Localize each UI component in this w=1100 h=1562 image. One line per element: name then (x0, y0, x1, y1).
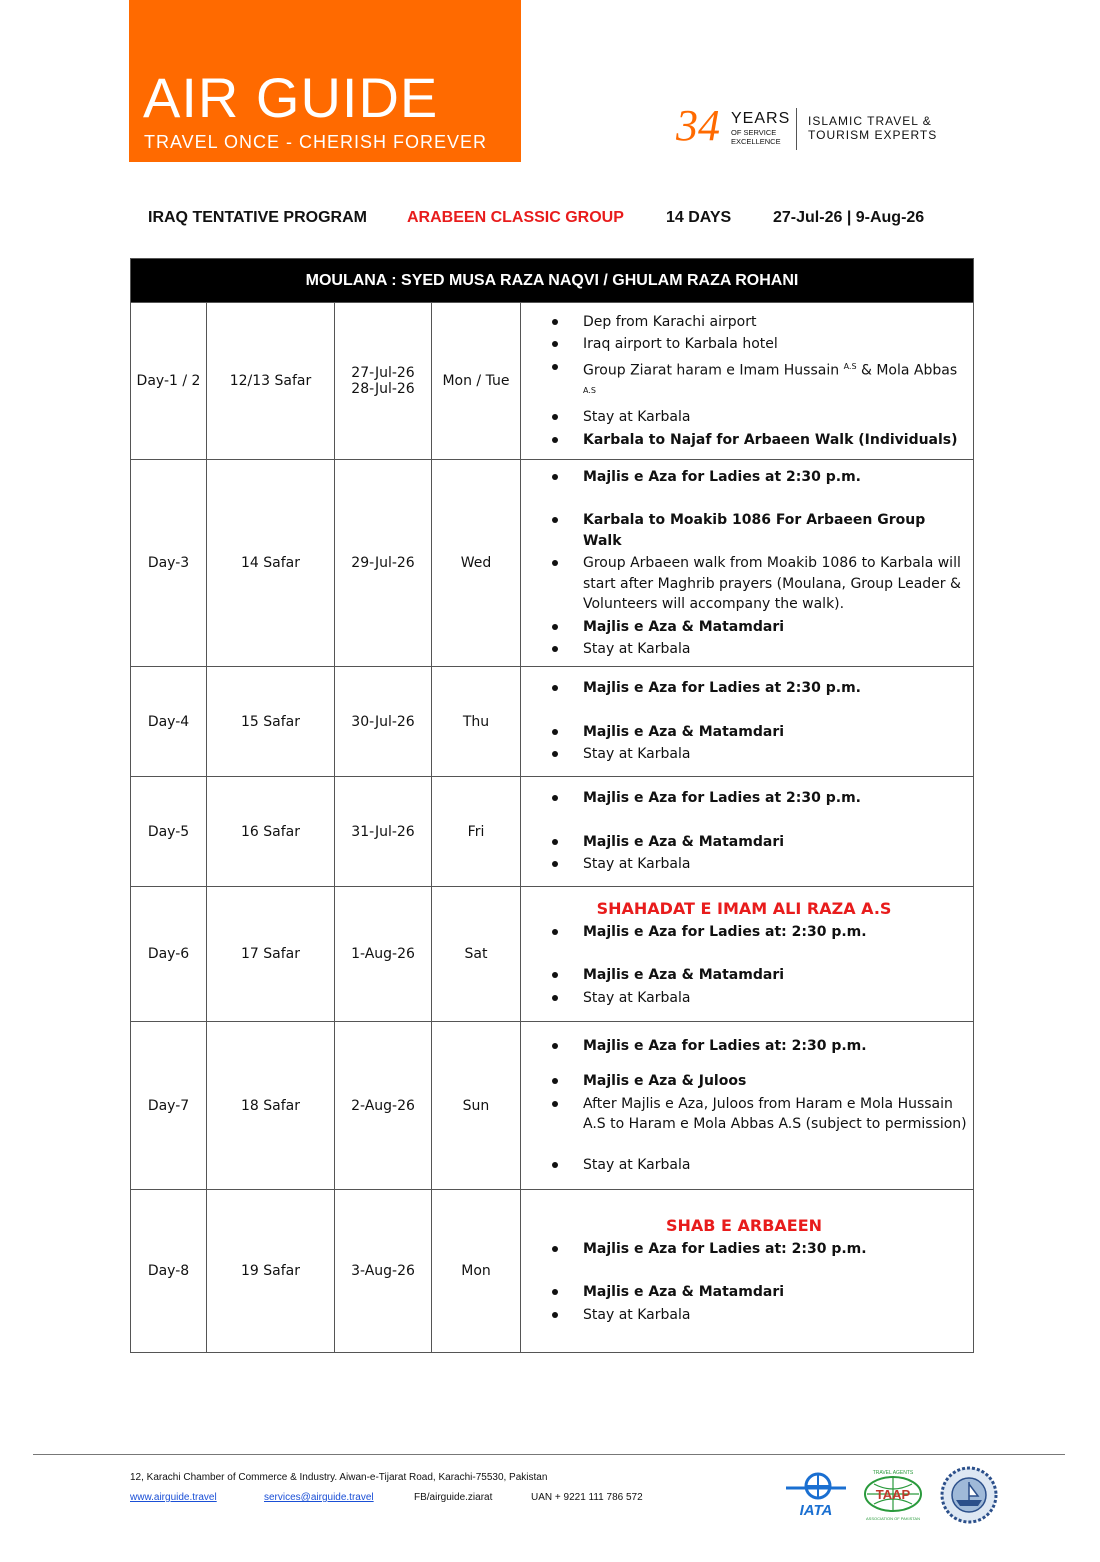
program-dates: 27-Jul-26 | 9-Aug-26 (773, 209, 925, 226)
activity-item: Stay at Karbala (521, 854, 967, 875)
years-word: YEARS (731, 110, 791, 127)
table-row (131, 1022, 974, 1190)
safar-cell: 16 Safar (207, 777, 335, 887)
activity-item: Stay at Karbala (521, 639, 967, 660)
day-cell: Day-6 (131, 887, 207, 1022)
program-duration: 14 DAYS (666, 209, 732, 226)
table-header-row (131, 259, 974, 303)
activities-cell (521, 460, 974, 667)
activity-item: Majlis e Aza & Matamdari (521, 965, 967, 986)
day-cell: Day-8 (131, 1190, 207, 1353)
activity-item: Stay at Karbala (521, 988, 967, 1009)
program-title: IRAQ TENTATIVE PROGRAM (148, 209, 367, 226)
weekday-cell: Fri (432, 777, 521, 887)
program-table (130, 258, 974, 1353)
activity-item: Majlis e Aza for Ladies at: 2:30 p.m. (521, 1239, 967, 1260)
activity-sup: A.S (583, 386, 596, 395)
activity-item: Majlis e Aza & Matamdari (521, 1282, 967, 1303)
special-event-title: SHAHADAT E IMAM ALI RAZA A.S (596, 898, 892, 918)
activity-item: Majlis e Aza for Ladies at: 2:30 p.m. (521, 1036, 967, 1057)
activity-item: Dep from Karachi airport (521, 312, 967, 333)
day-cell: Day-1 / 2 (131, 303, 207, 460)
activity-item: Majlis e Aza for Ladies at: 2:30 p.m. (521, 922, 967, 943)
activities-cell (521, 887, 974, 1022)
weekday-cell: Sat (432, 887, 521, 1022)
activity-item: Majlis e Aza & Juloos (521, 1071, 967, 1092)
date-cell: 2-Aug-26 (335, 1022, 432, 1190)
activities-cell (521, 303, 974, 460)
activity-item: Stay at Karbala (521, 1155, 967, 1176)
iata-text: IATA (799, 1502, 833, 1518)
years-number: 34 (676, 101, 720, 150)
date-cell: 1-Aug-26 (335, 887, 432, 1022)
activity-text: & Mola Abbas (856, 362, 958, 379)
activity-item (521, 357, 967, 405)
brand-name: AIR GUIDE (143, 66, 439, 129)
safar-cell: 19 Safar (207, 1190, 335, 1353)
activity-item: Stay at Karbala (521, 1305, 967, 1326)
activity-text: Group Ziarat haram e Imam Hussain (583, 362, 840, 379)
activity-item: After Majlis e Aza, Juloos from Haram e Mola Hussain A.S to Haram e Mola Abbas A.S (subject to permission) (521, 1094, 967, 1135)
special-event-title: SHAB E ARBAEEN (665, 1215, 823, 1235)
weekday-cell: Thu (432, 667, 521, 777)
safar-cell: 18 Safar (207, 1022, 335, 1190)
activity-item: Karbala to Najaf for Arbaeen Walk (Individuals) (521, 430, 967, 451)
safar-cell: 12/13 Safar (207, 303, 335, 460)
uan-number: UAN + 9221 111 786 572 (531, 1492, 643, 1503)
table-row (131, 460, 974, 667)
years-subtext: OF SERVICE EXCELLENCE (731, 128, 781, 146)
table-row (131, 1190, 974, 1353)
activities-cell (521, 1022, 974, 1190)
day-cell: Day-3 (131, 460, 207, 667)
date-cell (335, 303, 432, 460)
activity-item: Majlis e Aza & Matamdari (521, 832, 967, 853)
date-line: 27-Jul-26 (351, 365, 415, 381)
weekday-cell: Sun (432, 1022, 521, 1190)
taap-top-text: TRAVEL AGENTS (872, 1470, 914, 1476)
safar-cell: 14 Safar (207, 460, 335, 667)
date-cell: 29-Jul-26 (335, 460, 432, 667)
activity-item: Stay at Karbala (521, 744, 967, 765)
activity-item: Majlis e Aza for Ladies at 2:30 p.m. (521, 788, 967, 809)
table-row (131, 667, 974, 777)
brand-logo (129, 0, 521, 162)
badge-divider (796, 108, 797, 150)
weekday-cell: Wed (432, 460, 521, 667)
iata-logo (782, 1470, 850, 1518)
weekday-cell: Mon (432, 1190, 521, 1353)
activities-cell (521, 667, 974, 777)
taap-text: TAAP (875, 1487, 911, 1502)
footer-address: 12, Karachi Chamber of Commerce & Industry. Aiwan-e-Tijarat Road, Karachi-75530, Pakistan (130, 1472, 548, 1483)
activity-item: Iraq airport to Karbala hotel (521, 334, 967, 355)
taap-logo (860, 1466, 926, 1522)
activity-item: Majlis e Aza & Matamdari (521, 617, 967, 638)
activity-item: Karbala to Moakib 1086 For Arbaeen Group Walk (521, 510, 967, 551)
weekday-cell: Mon / Tue (432, 303, 521, 460)
date-cell: 30-Jul-26 (335, 667, 432, 777)
footer-divider (33, 1454, 1065, 1455)
table-row (131, 777, 974, 887)
day-cell: Day-4 (131, 667, 207, 777)
activity-item: Group Arbaeen walk from Moakib 1086 to Karbala will start after Maghrib prayers (Moulana, Group Leader & Volunteers will accompany the walk). (521, 553, 967, 615)
table-row (131, 303, 974, 460)
date-cell: 3-Aug-26 (335, 1190, 432, 1353)
facebook-handle: FB/airguide.ziarat (414, 1492, 493, 1503)
chamber-seal (938, 1466, 1000, 1524)
day-cell: Day-7 (131, 1022, 207, 1190)
experts-text: ISLAMIC TRAVEL & TOURISM EXPERTS (808, 114, 938, 142)
date-cell: 31-Jul-26 (335, 777, 432, 887)
activity-item: Majlis e Aza for Ladies at 2:30 p.m. (521, 467, 967, 488)
day-cell: Day-5 (131, 777, 207, 887)
moulana-header: MOULANA : SYED MUSA RAZA NAQVI / GHULAM RAZA ROHANI (131, 259, 974, 303)
activities-cell (521, 777, 974, 887)
table-row (131, 887, 974, 1022)
date-line: 28-Jul-26 (351, 381, 415, 397)
email-link[interactable]: services@airguide.travel (264, 1492, 374, 1503)
activity-item: Majlis e Aza for Ladies at 2:30 p.m. (521, 678, 967, 699)
website-link[interactable]: www.airguide.travel (130, 1492, 217, 1503)
activities-cell (521, 1190, 974, 1353)
activity-item: Stay at Karbala (521, 407, 967, 428)
group-name: ARABEEN CLASSIC GROUP (407, 209, 624, 226)
taap-bottom-text: ASSOCIATION OF PAKISTAN (865, 1516, 921, 1521)
brand-tagline: TRAVEL ONCE - CHERISH FOREVER (144, 132, 488, 152)
safar-cell: 15 Safar (207, 667, 335, 777)
activity-sup: A.S (843, 361, 857, 371)
safar-cell: 17 Safar (207, 887, 335, 1022)
activity-item: Majlis e Aza & Matamdari (521, 722, 967, 743)
